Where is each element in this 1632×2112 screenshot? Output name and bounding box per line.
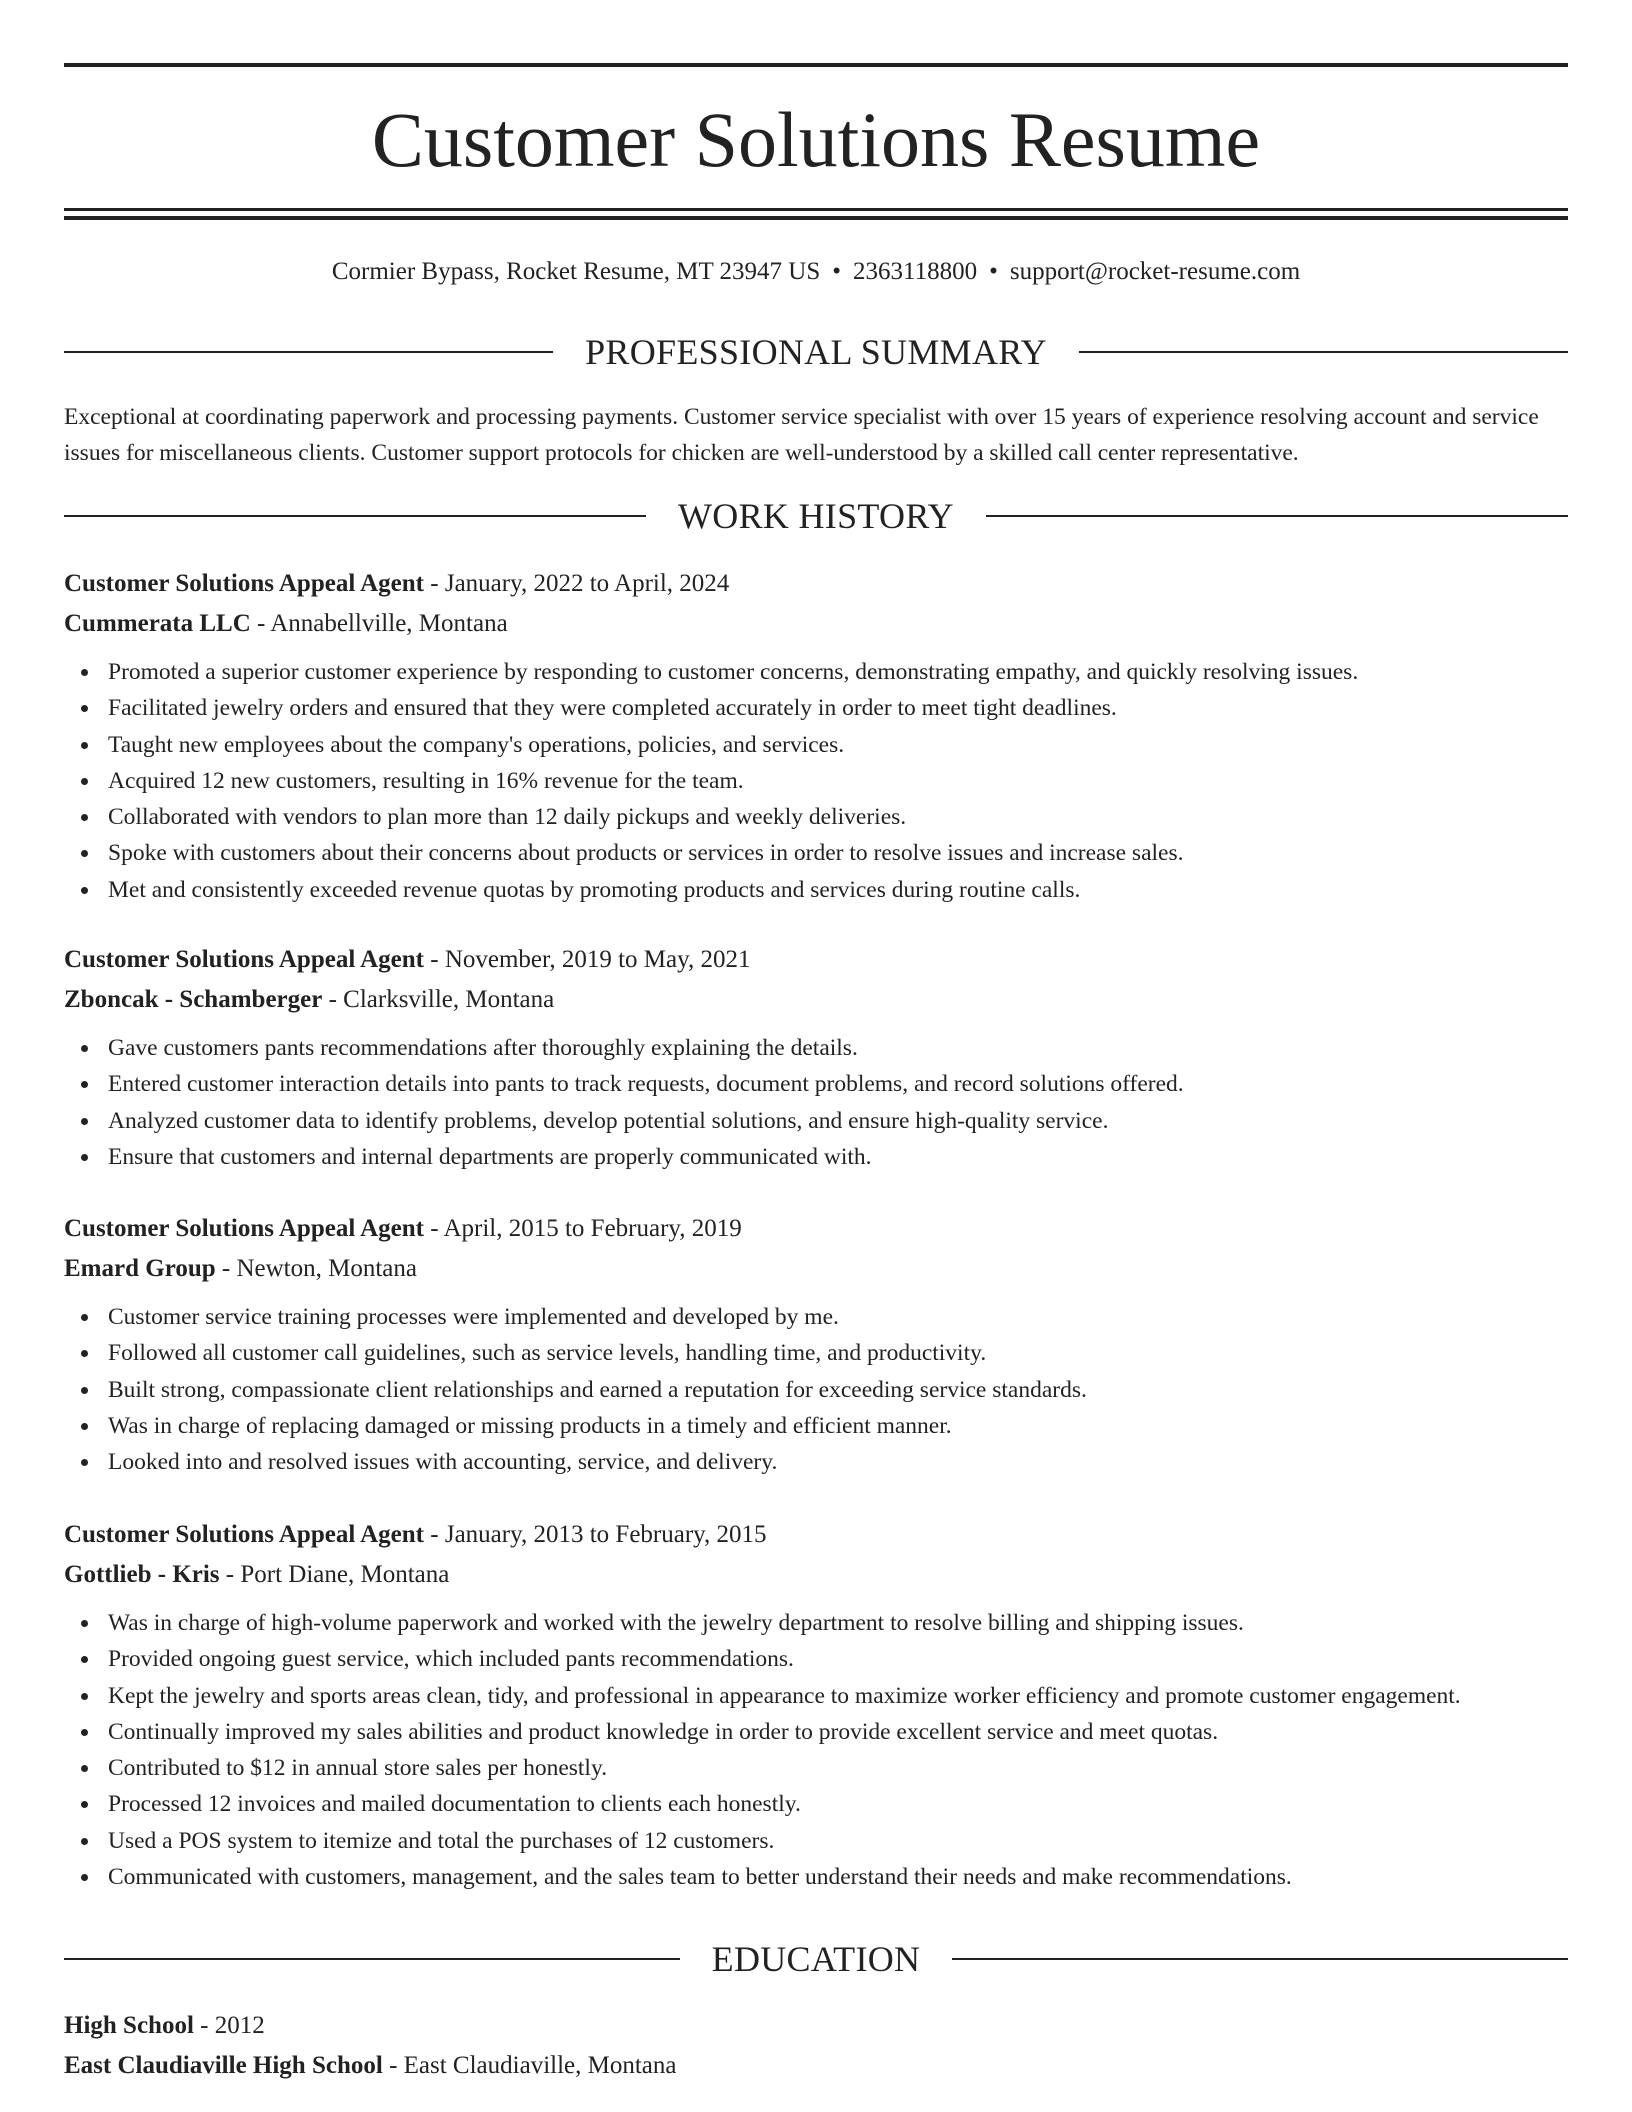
- section-heading-work: [64, 494, 1568, 538]
- resume-title: Customer Solutions Resume: [371, 96, 1261, 183]
- heading-rule-left: [64, 351, 553, 353]
- heading-rule-left: [64, 515, 646, 517]
- job-entry: [64, 1515, 1568, 1895]
- job-bullet: Entered customer interaction details into pants to track requests, document problems, and record solutions offered.: [108, 1066, 1568, 1102]
- job-bullet: Kept the jewelry and sports areas clean, tidy, and professional in appearance to maximize worker efficiency and promote customer engagement.: [108, 1678, 1568, 1714]
- job-bullet: Gave customers pants recommendations after thoroughly explaining the details.: [108, 1030, 1568, 1066]
- job-title: Customer Solutions Appeal Agent: [64, 1215, 425, 1242]
- job-company: Zboncak - Schamberger: [64, 986, 323, 1013]
- job-bullet: Promoted a superior customer experience by responding to customer concerns, demonstrating empathy, and quickly resolving issues.: [108, 654, 1568, 690]
- job-title: Customer Solutions Appeal Agent: [64, 946, 425, 973]
- job-entry: [64, 1209, 1568, 1480]
- section-title-work: WORK HISTORY: [678, 496, 954, 536]
- job-bullet: Was in charge of replacing damaged or missing products in a timely and efficient manner.: [108, 1408, 1568, 1444]
- job-bullets: [64, 1605, 1568, 1895]
- header-top-rule: [64, 63, 1568, 67]
- job-bullets: [64, 1030, 1568, 1175]
- job-bullet: Used a POS system to itemize and total the purchases of 12 customers.: [108, 1823, 1568, 1859]
- contact-email: support@rocket-resume.com: [1009, 258, 1301, 285]
- education-location: - East Claudiaville, Montana: [382, 2052, 677, 2079]
- header-bottom-rule-second: [64, 216, 1568, 220]
- job-bullet: Customer service training processes were implemented and developed by me.: [108, 1299, 1568, 1335]
- job-company-line: [64, 604, 1568, 644]
- job-company-line: [64, 1249, 1568, 1289]
- job-title: Customer Solutions Appeal Agent: [64, 570, 425, 597]
- job-company-line: [64, 1555, 1568, 1595]
- job-company: Cummerata LLC: [64, 610, 251, 637]
- job-bullets: [64, 1299, 1568, 1480]
- heading-rule-left: [64, 1958, 680, 1960]
- job-bullet: Built strong, compassionate client relationships and earned a reputation for exceeding service standards.: [108, 1372, 1568, 1408]
- section-heading-summary: [64, 330, 1568, 374]
- job-title-line: [64, 564, 1568, 604]
- job-entry: [64, 940, 1568, 1175]
- professional-summary: Exceptional at coordinating paperwork and processing payments. Customer service specialist with over 15 years of experience resolving account and service issues for miscellaneous clients. Customer support protocols for chicken are well-understood by a skilled call center representative.: [64, 404, 1539, 466]
- job-bullet: Spoke with customers about their concerns about products or services in order to resolve issues and increase sales.: [108, 835, 1568, 871]
- education-year: - 2012: [193, 2012, 265, 2039]
- job-title-line: [64, 1515, 1568, 1555]
- contact-line: [64, 255, 1568, 289]
- education-school: East Claudiaville High School: [64, 2052, 383, 2079]
- education-entry: [64, 2006, 1568, 2086]
- job-title-line: [64, 940, 1568, 980]
- job-bullet: Collaborated with vendors to plan more than 12 daily pickups and weekly deliveries.: [108, 799, 1568, 835]
- job-bullet: Facilitated jewelry orders and ensured that they were completed accurately in order to meet tight deadlines.: [108, 690, 1568, 726]
- contact-separator: •: [989, 258, 998, 285]
- job-bullet: Taught new employees about the company's operations, policies, and services.: [108, 727, 1568, 763]
- heading-rule-right: [1079, 351, 1568, 353]
- section-title-education: EDUCATION: [711, 1939, 921, 1979]
- education-school-line: [64, 2046, 1568, 2086]
- job-bullet: Processed 12 invoices and mailed documentation to clients each honestly.: [108, 1786, 1568, 1822]
- job-bullet: Met and consistently exceeded revenue quotas by promoting products and services during routine calls.: [108, 872, 1568, 908]
- job-bullet: Was in charge of high-volume paperwork and worked with the jewelry department to resolve billing and shipping issues.: [108, 1605, 1568, 1641]
- job-dates: - January, 2022 to April, 2024: [424, 570, 730, 597]
- section-title-summary: PROFESSIONAL SUMMARY: [585, 332, 1047, 372]
- job-bullet: Continually improved my sales abilities and product knowledge in order to provide excellent service and meet quotas.: [108, 1714, 1568, 1750]
- contact-phone: 2363118800: [853, 258, 978, 285]
- job-bullet: Looked into and resolved issues with accounting, service, and delivery.: [108, 1444, 1568, 1480]
- heading-rule-right: [952, 1958, 1568, 1960]
- section-heading-education: [64, 1937, 1568, 1981]
- job-title: Customer Solutions Appeal Agent: [64, 1521, 425, 1548]
- job-bullet: Followed all customer call guidelines, such as service levels, handling time, and productivity.: [108, 1335, 1568, 1371]
- contact-address: Cormier Bypass, Rocket Resume, MT 23947 US: [331, 258, 821, 285]
- job-company: Emard Group: [64, 1255, 216, 1282]
- job-dates: - January, 2013 to February, 2015: [424, 1521, 767, 1548]
- job-title-line: [64, 1209, 1568, 1249]
- job-dates: - November, 2019 to May, 2021: [424, 946, 751, 973]
- job-company-line: [64, 980, 1568, 1020]
- job-bullet: Analyzed customer data to identify problems, develop potential solutions, and ensure high-quality service.: [108, 1103, 1568, 1139]
- job-bullet: Ensure that customers and internal departments are properly communicated with.: [108, 1139, 1568, 1175]
- job-bullets: [64, 654, 1568, 908]
- education-degree-line: [64, 2006, 1568, 2046]
- job-bullet: Communicated with customers, management, and the sales team to better understand their needs and make recommendations.: [108, 1859, 1568, 1895]
- job-location: - Port Diane, Montana: [219, 1561, 450, 1588]
- contact-separator: •: [832, 258, 842, 285]
- job-bullet: Provided ongoing guest service, which included pants recommendations.: [108, 1641, 1568, 1677]
- job-bullet: Acquired 12 new customers, resulting in 16% revenue for the team.: [108, 763, 1568, 799]
- job-company: Gottlieb - Kris: [64, 1561, 220, 1588]
- job-location: - Annabellville, Montana: [250, 610, 508, 637]
- job-entry: [64, 564, 1568, 908]
- job-bullet: Contributed to $12 in annual store sales per honestly.: [108, 1750, 1568, 1786]
- job-location: - Clarksville, Montana: [322, 986, 555, 1013]
- header-bottom-rule: [64, 208, 1568, 211]
- job-location: - Newton, Montana: [215, 1255, 417, 1282]
- job-dates: - April, 2015 to February, 2019: [424, 1215, 742, 1242]
- education-degree: High School: [64, 2012, 194, 2039]
- heading-rule-right: [986, 515, 1568, 517]
